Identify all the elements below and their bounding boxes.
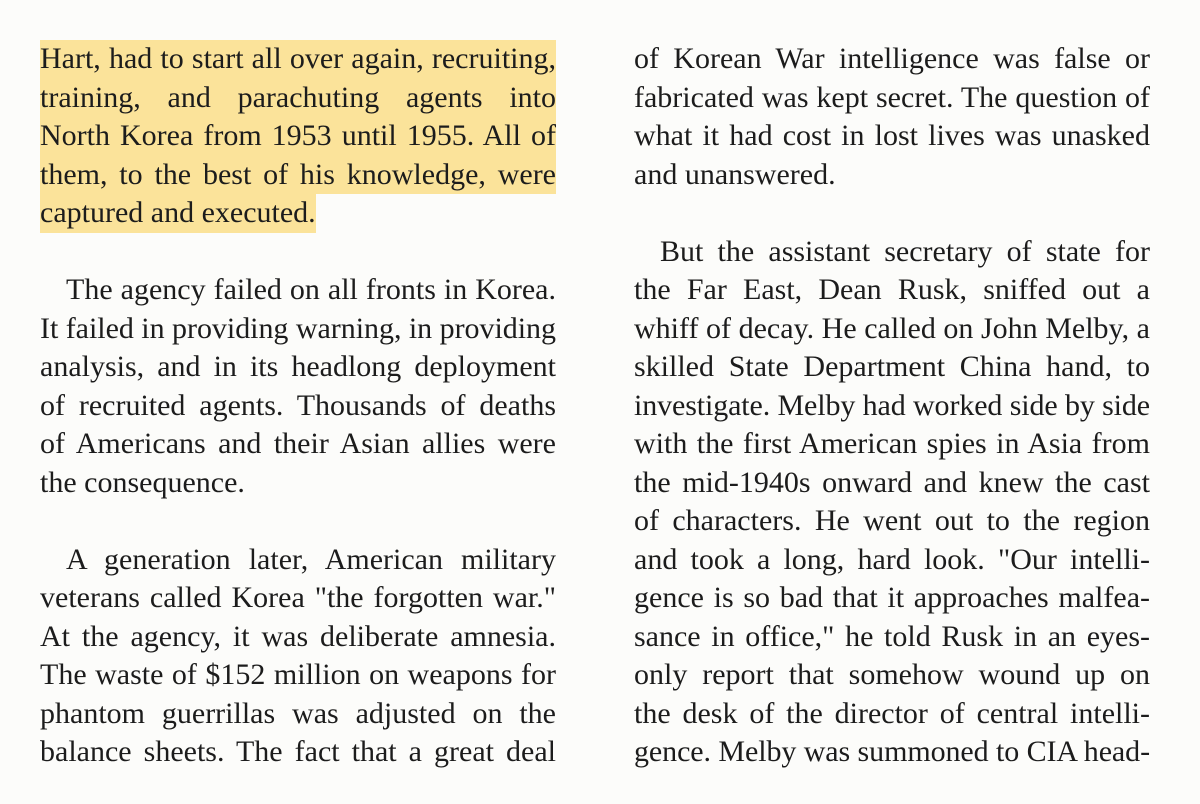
paragraph xyxy=(634,40,1150,194)
text-line: The agency failed on all fronts in Korea. xyxy=(66,273,556,306)
right-column xyxy=(634,40,1150,772)
text-line: The waste of $152 million on weapons for xyxy=(40,658,556,691)
text-line: training, and parachuting agents into xyxy=(40,79,556,118)
paragraph xyxy=(634,233,1150,772)
text-line: them, to the best of his knowledge, were xyxy=(40,156,556,195)
text-line: only report that somehow wound up on xyxy=(634,658,1150,691)
text-line: the mid-1940s onward and knew the cast xyxy=(634,465,1150,499)
text-line: But the assistant secretary of state for xyxy=(660,234,1150,268)
text-line: fabricated was kept secret. The question of xyxy=(634,80,1150,114)
text-line: of characters. He went out to the region xyxy=(634,504,1150,537)
text-line: gence is so bad that it approaches malfea- xyxy=(634,581,1150,614)
paragraph xyxy=(40,541,556,772)
text-line: whiff of decay. He called on John Melby, a xyxy=(634,311,1150,345)
text-line: of Americans and their Asian allies were xyxy=(40,427,556,460)
text-line: sance in office," he told Rusk in an eyes- xyxy=(634,619,1150,653)
text-line: skilled State Department China hand, to xyxy=(634,350,1150,383)
text-line: A generation later, American military xyxy=(66,542,556,576)
text-line: At the agency, it was deliberate amnesia. xyxy=(40,619,556,653)
text-line: and unanswered. xyxy=(634,157,836,191)
text-line: investigate. Melby had worked side by side xyxy=(634,388,1150,422)
paragraph-gap xyxy=(634,194,1150,233)
text-line: of recruited agents. Thousands of deaths xyxy=(40,388,556,422)
text-line: the consequence. xyxy=(40,465,245,499)
text-line: analysis, and in its headlong deployment xyxy=(40,350,556,383)
text-line: the desk of the director of central intelli- xyxy=(634,696,1150,730)
text-line: North Korea from 1953 until 1955. All of xyxy=(40,117,556,156)
text-line: It failed in providing warning, in providing xyxy=(40,311,556,345)
text-line: what it had cost in lost lives was unasked xyxy=(634,119,1150,152)
left-column xyxy=(40,40,556,772)
paragraph-gap xyxy=(40,502,556,541)
text-line: gence. Melby was summoned to CIA head- xyxy=(634,735,1150,768)
text-line xyxy=(40,194,556,233)
text-line: and took a long, hard look. "Our intelli- xyxy=(634,542,1150,576)
text-line: Hart, had to start all over again, recruiting, xyxy=(40,40,556,79)
highlighted-paragraph[interactable] xyxy=(40,40,556,233)
text-line: balance sheets. The fact that a great deal xyxy=(40,735,556,768)
text-line: the Far East, Dean Rusk, sniffed out a xyxy=(634,273,1150,306)
text-line: phantom guerrillas was adjusted on the xyxy=(40,696,556,730)
highlight-span: captured and executed. xyxy=(40,194,316,233)
text-line: veterans called Korea "the forgotten war." xyxy=(40,581,556,614)
text-line: with the first American spies in Asia from xyxy=(634,427,1150,460)
text-line: of Korean War intelligence was false or xyxy=(634,42,1150,75)
paragraph xyxy=(40,271,556,502)
paragraph-gap xyxy=(40,233,556,272)
